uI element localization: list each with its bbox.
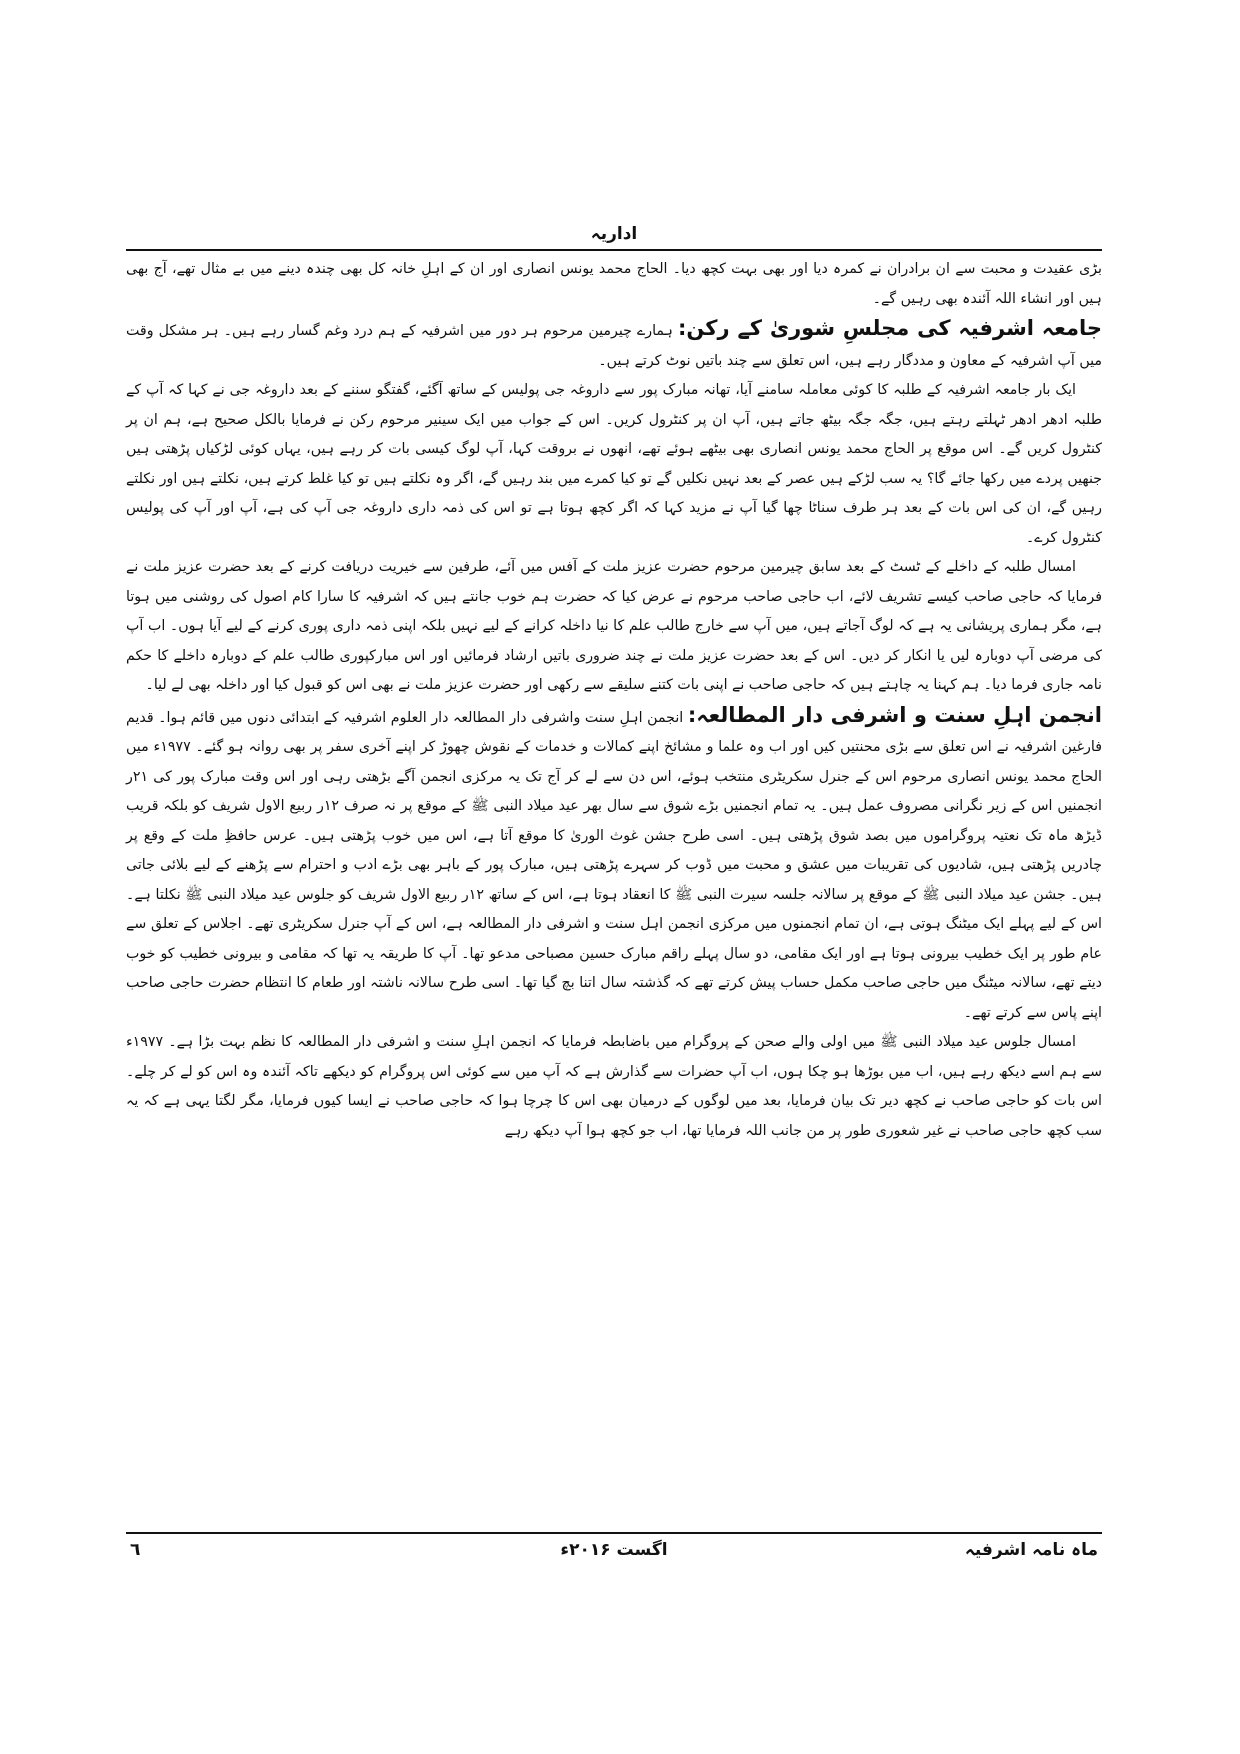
running-title: اداریہ xyxy=(590,224,638,244)
paragraph-text: امسال طلبہ کے داخلے کے ٹسٹ کے بعد سابق چیرمین مرحوم حضرت عزیز ملت کے آفس میں آئے، طرفین سے خیریت دریافت کرنے کے بعد حضرت عزیز ملت نے فرمایا کہ حاجی صاحب کیسے تشریف لائے، اب حاجی صاحب مرحوم نے عرض کیا کہ حضرت ہم خوب جانتے ہیں کہ اشرفیہ کا سارا کام اصول کی روشنی میں ہوتا ہے، مگر ہماری پریشانی یہ ہے کہ لوگ آجاتے ہیں، میں آپ سے خارج طالب علم کا نیا داخلہ کرانے کے لیے نہیں بلکہ اپنی ذمہ داری پوری کرنے کے لیے آیا ہوں۔ اب آپ کی مرضی آپ دوبارہ لیں یا انکار کر دیں۔ اس کے بعد حضرت عزیز ملت نے چند ضروری باتیں ارشاد فرمائیں اور اس مبارکپوری طالب علم کے دوبارہ داخلے کا حکم نامہ جاری فرما دیا۔ ہم کہنا یہ چاہتے ہیں کہ حاجی صاحب نے اپنی بات کتنے سلیقے سے رکھی اور حضرت عزیز ملت نے بھی اس کو قبول کیا اور داخلہ بھی لے لیا۔ xyxy=(126,559,1102,693)
paragraph xyxy=(126,1028,1102,1146)
paragraph xyxy=(126,553,1102,701)
paragraph xyxy=(126,255,1102,314)
paragraph xyxy=(126,376,1102,553)
paragraph-text: بڑی عقیدت و محبت سے ان برادران نے کمرہ دیا اور بھی بہت کچھ دیا۔ الحاج محمد یونس انصاری اور ان کے اہلِ خانہ کل بھی چندہ دینے میں بے مثال تھے، آج بھی ہیں اور انشاء اللہ آئندہ بھی رہیں گے۔ xyxy=(126,261,1102,307)
paragraph xyxy=(126,314,1102,376)
paragraph-text: انجمن اہلِ سنت واشرفی دار المطالعہ دار العلوم اشرفیہ کے ابتدائی دنوں میں قائم ہوا۔ قدیم فارغین اشرفیہ نے اس تعلق سے بڑی محنتیں کیں اور اب وہ علما و مشائخ اپنے کمالات و خدمات کے نقوش چھوڑ کر اپنے آخری سفر پر بھی روانہ ہو گئے۔ ۱۹۷۷ء میں الحاج محمد یونس انصاری مرحوم اس کے جنرل سکریٹری منتخب ہوئے، اس دن سے لے کر آج تک یہ مرکزی انجمن آگے بڑھتی رہی اور اس وقت مبارک پور کی ۲۱ر انجمنیں اس کے زیر نگرانی مصروف عمل ہیں۔ یہ تمام انجمنیں بڑے شوق سے سال بھر عید میلاد النبی ﷺ کے موقع پر نہ صرف ۱۲ر ربیع الاول شریف کو بلکہ قریب ڈیڑھ ماہ تک نعتیہ پروگراموں میں بصد شوق پڑھتی ہیں۔ اسی طرح جشن غوث الوریٰ کا موقع آتا ہے، اس میں خوب پڑھتی ہیں۔ عرس حافظِ ملت کے وقع پر چادریں پڑھتی ہیں، شادیوں کی تقریبات میں عشق و محبت میں ڈوب کر سہرے پڑھتی ہیں، مبارک پور کے باہر بھی بڑے ادب و احترام سے پڑھنے کے لیے بلائی جاتی ہیں۔ جشن عید میلاد النبی ﷺ کے موقع پر سالانہ جلسہ سیرت النبی ﷺ کا انعقاد ہوتا ہے، اس کے ساتھ ۱۲ر ربیع الاول شریف کو جلوس عید میلاد النبی ﷺ نکلتا ہے۔ اس کے لیے پہلے ایک میٹنگ ہوتی ہے، ان تمام انجمنوں میں مرکزی انجمن اہل سنت و اشرفی دار المطالعہ ہے، اس کے آپ جنرل سکریٹری تھے۔ اجلاس کے تعلق سے عام طور پر ایک خطیب بیرونی ہوتا ہے اور ایک مقامی، دو سال پہلے راقم مبارک حسین مصباحی مدعو تھا۔ آپ کا طریقہ یہ تھا کہ مقامی و بیرونی خطیب کو خوب دیتے تھے، سالانہ میٹنگ میں حاجی صاحب مکمل حساب پیش کرتے تھے کہ گذشتہ سال اتنا بچ گیا تھا۔ اسی طرح سالانہ ناشتہ اور طعام کا انتظام حضرت حاجی صاحب اپنے پاس سے کرتے تھے۔ xyxy=(126,709,1102,1021)
issue-date: اگست ۲۰۱۶ء xyxy=(560,1540,668,1560)
section-heading: جامعہ اشرفیہ کی مجلسِ شوریٰ کے رکن: xyxy=(678,316,1102,340)
magazine-name: ماہ نامہ اشرفیہ xyxy=(964,1540,1098,1560)
page-number: ٦ xyxy=(130,1540,141,1560)
article-body xyxy=(126,255,1102,1146)
section-heading: انجمن اہلِ سنت و اشرفی دار المطالعہ: xyxy=(687,702,1102,727)
paragraph xyxy=(126,701,1102,1029)
paragraph-text: ہمارے چیرمین مرحوم ہر دور میں اشرفیہ کے ہم درد وغم گسار رہے ہیں۔ ہر مشکل وقت میں آپ اشرفیہ کے معاون و مددگار رہے ہیں، اس تعلق سے چند باتیں نوٹ کرتے ہیں۔ xyxy=(126,323,1102,369)
paragraph-text: امسال جلوس عید میلاد النبی ﷺ میں اولی والے صحن کے پروگرام میں باضابطہ فرمایا کہ انجمن اہلِ سنت و اشرفی دار المطالعہ کا نظم بہت بڑا ہے۔ ۱۹۷۷ء سے ہم اسے دیکھ رہے ہیں، اب میں بوڑھا ہو چکا ہوں، اب آپ حضرات سے گذارش ہے کہ آپ میں سے کوئی اس پروگرام کو دیکھے تاکہ آئندہ وہ اس کو لے کر چلے۔ اس بات کو حاجی صاحب نے کچھ دیر تک بیان فرمایا، بعد میں لوگوں کے درمیان بھی اس کا چرچا ہوا کہ حاجی صاحب نے ایسا کیوں فرمایا، مگر لگتا یہی ہے کہ یہ سب کچھ حاجی صاحب نے غیر شعوری طور پر من جانب اللہ فرمایا تھا، اب جو کچھ ہوا آپ دیکھ رہے xyxy=(126,1034,1102,1139)
paragraph-text: ایک بار جامعہ اشرفیہ کے طلبہ کا کوئی معاملہ سامنے آیا، تھانہ مبارک پور سے داروغہ جی پولیس کے ساتھ آگئے، گفتگو سننے کے بعد داروغہ جی نے کہا کہ آپ کے طلبہ ادھر ادھر ٹہلتے رہتے ہیں، جگہ جگہ بیٹھ جاتے ہیں، آپ ان پر کنٹرول کریں۔ اس کے جواب میں ایک سینیر مرحوم رکن نے فرمایا بالکل صحیح ہے، ہم ان پر کنٹرول کریں گے۔ اس موقع پر الحاج محمد یونس انصاری بھی بیٹھے ہوئے تھے، انھوں نے بروقت کہا، آپ لوگ کیسی بات کر رہے ہیں، یہاں کوئی لڑکیاں پڑھتی ہیں جنھیں پردے میں رکھا جائے گا؟ یہ سب لڑکے ہیں عصر کے بعد نہیں نکلیں گے تو کیا کمرے میں بند رہیں گے، اگر وہ نکلتے ہیں تو کیا غلط کرتے ہیں، نکلتے ہیں اور نکلتے رہیں گے، ان کی اس بات کے بعد ہر طرف سناٹا چھا گیا آپ نے مزید کہا کہ اگر کچھ ہوتا ہے تو اس کی ذمہ داری داروغہ جی آپ کی ہے، آپ اور آپ کی پولیس کنٹرول کرے۔ xyxy=(126,382,1102,546)
page-footer xyxy=(126,1532,1102,1564)
document-page xyxy=(126,222,1102,1562)
header-rule xyxy=(126,249,1102,251)
